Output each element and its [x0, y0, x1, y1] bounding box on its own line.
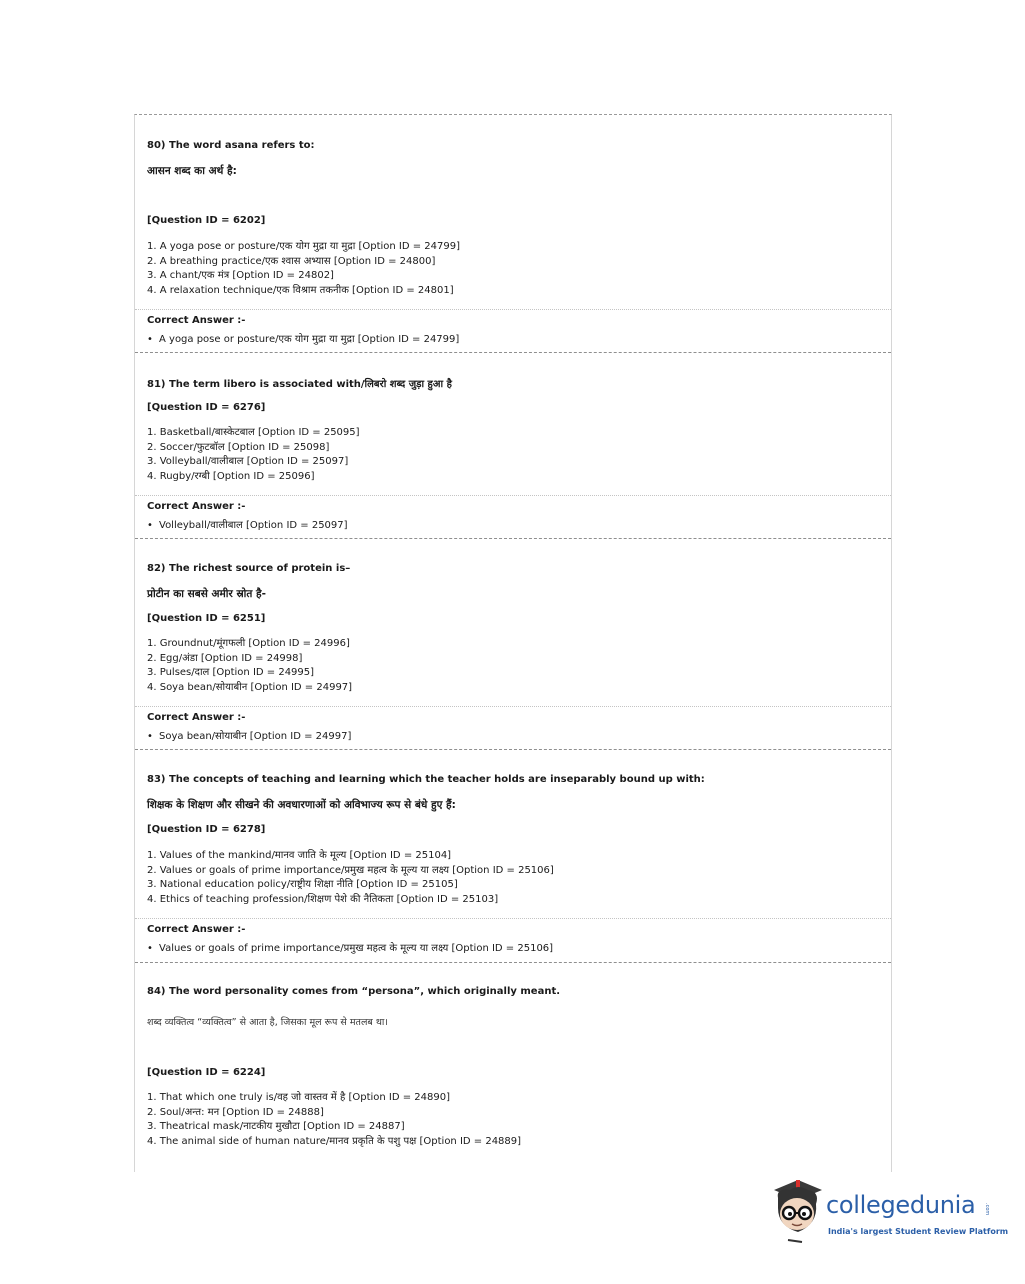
mascot-icon — [768, 1176, 826, 1244]
divider — [135, 706, 891, 707]
question-84-hindi: शब्द व्यक्तित्व “व्यक्तित्व” से आता है, जिसका मूल रूप से मतलब था। — [147, 1017, 388, 1028]
divider — [135, 309, 891, 310]
question-80-hindi: आसन शब्द का अर्थ है: — [147, 165, 237, 177]
question-82-answer: • Soya bean/सोयाबीन [Option ID = 24997] — [147, 731, 352, 742]
question-83-correct-label: Correct Answer :- — [147, 924, 246, 935]
question-83-option-4: 4. Ethics of teaching profession/शिक्षण पेशे की नैतिकता [Option ID = 25103] — [147, 893, 499, 905]
question-82-answer-text: Soya bean/सोयाबीन [Option ID = 24997] — [159, 731, 352, 742]
question-83-title: 83) The concepts of teaching and learning which the teacher holds are inseparably bound up with: — [147, 774, 705, 785]
question-80-title: 80) The word asana refers to: — [147, 140, 315, 151]
question-82-title: 82) The richest source of protein is– — [147, 563, 351, 574]
question-80-option-2: 2. A breathing practice/एक श्वास अभ्यास [Option ID = 24800] — [147, 255, 436, 267]
question-84-title: 84) The word personality comes from “persona”, which originally meant. — [147, 986, 561, 997]
question-80-option-1: 1. A yoga pose or posture/एक योग मुद्रा या मुद्रा [Option ID = 24799] — [147, 241, 461, 252]
question-81-answer: • Volleyball/वालीबाल [Option ID = 25097] — [147, 520, 348, 531]
question-82-id: [Question ID = 6251] — [147, 613, 266, 624]
question-separator — [135, 749, 891, 750]
question-84-option-1: 1. That which one truly is/वह जो वास्तव में है [Option ID = 24890] — [147, 1092, 451, 1103]
question-83-answer-text: Values or goals of prime importance/प्रमुख महत्व के मूल्य या लक्ष्य [Option ID = 25106] — [159, 943, 554, 954]
question-83-option-3: 3. National education policy/राष्ट्रीय शिक्षा नीति [Option ID = 25105] — [147, 879, 458, 890]
logo-tagline: India's largest Student Review Platform — [828, 1227, 1009, 1236]
question-82-option-1: 1. Groundnut/मूंगफली [Option ID = 24996] — [147, 638, 350, 649]
question-81-id: [Question ID = 6276] — [147, 402, 266, 413]
question-83-id: [Question ID = 6278] — [147, 824, 266, 835]
divider — [135, 495, 891, 496]
question-84-option-4: 4. The animal side of human nature/मानव प्रकृति के पशु पक्ष [Option ID = 24889] — [147, 1135, 522, 1147]
logo-wordmark: collegedunia — [826, 1191, 976, 1219]
question-80-option-4: 4. A relaxation technique/एक विश्राम तकनीक [Option ID = 24801] — [147, 284, 454, 296]
question-84-option-2: 2. Soul/अन्त: मन [Option ID = 24888] — [147, 1106, 324, 1118]
question-82-option-3: 3. Pulses/दाल [Option ID = 24995] — [147, 667, 315, 678]
question-80-correct-label: Correct Answer :- — [147, 315, 246, 326]
question-82-option-2: 2. Egg/अंडा [Option ID = 24998] — [147, 652, 303, 664]
question-81-correct-label: Correct Answer :- — [147, 501, 246, 512]
question-83-option-2: 2. Values or goals of prime importance/प्रमुख महत्व के मूल्य या लक्ष्य [Option ID = 25106] — [147, 864, 554, 876]
question-81-title: 81) The term libero is associated with/लिबरो शब्द जुड़ा हुआ है — [147, 379, 452, 390]
question-81-option-4: 4. Rugby/रग्बी [Option ID = 25096] — [147, 470, 315, 482]
question-84-id: [Question ID = 6224] — [147, 1067, 266, 1078]
question-81-option-1: 1. Basketball/बास्केटबाल [Option ID = 25095] — [147, 427, 360, 438]
question-84-option-3: 3. Theatrical mask/नाटकीय मुखौटा [Option ID = 24887] — [147, 1121, 405, 1132]
question-81-option-2: 2. Soccer/फुटबॉल [Option ID = 25098] — [147, 441, 330, 453]
question-80-answer-text: A yoga pose or posture/एक योग मुद्रा या मुद्रा [Option ID = 24799] — [159, 334, 460, 345]
divider — [135, 918, 891, 919]
question-83-answer: • Values or goals of prime importance/प्रमुख महत्व के मूल्य या लक्ष्य [Option ID = 25106] — [147, 943, 554, 954]
question-80-option-3: 3. A chant/एक मंत्र [Option ID = 24802] — [147, 270, 334, 281]
question-80-id: [Question ID = 6202] — [147, 215, 266, 226]
logo-domain-suffix: .com — [984, 1203, 990, 1216]
question-83-option-1: 1. Values of the mankind/मानव जाति के मूल्य [Option ID = 25104] — [147, 850, 452, 861]
question-83-hindi: शिक्षक के शिक्षण और सीखने की अवधारणाओं को अविभाज्य रूप से बंधे हुए हैं: — [147, 799, 456, 811]
question-separator — [135, 352, 891, 353]
question-82-option-4: 4. Soya bean/सोयाबीन [Option ID = 24997] — [147, 681, 353, 693]
question-paper-frame — [134, 114, 892, 1172]
question-82-correct-label: Correct Answer :- — [147, 712, 246, 723]
question-81-option-3: 3. Volleyball/वालीबाल [Option ID = 25097] — [147, 456, 349, 467]
question-82-hindi: प्रोटीन का सबसे अमीर स्रोत है- — [147, 588, 266, 600]
question-separator — [135, 962, 891, 963]
question-80-answer: • A yoga pose or posture/एक योग मुद्रा या मुद्रा [Option ID = 24799] — [147, 334, 460, 345]
question-81-answer-text: Volleyball/वालीबाल [Option ID = 25097] — [159, 520, 348, 531]
question-separator — [135, 538, 891, 539]
collegedunia-logo — [768, 1176, 1009, 1248]
